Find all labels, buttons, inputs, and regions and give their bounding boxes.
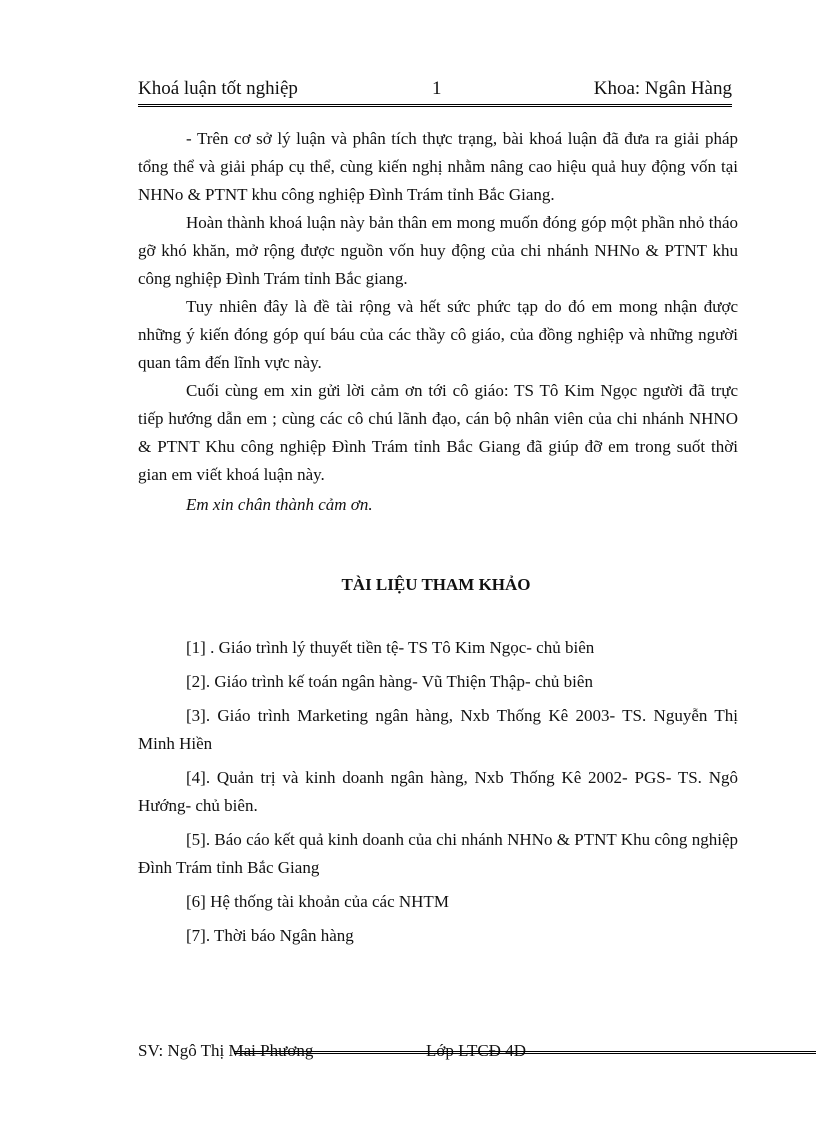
footer-divider (234, 1051, 816, 1054)
header-faculty: Khoa: Ngân Hàng (593, 78, 732, 99)
reference-item: [1] . Giáo trình lý thuyết tiền tệ- TS Tô Kim Ngọc- chủ biên (186, 638, 595, 657)
closing-thanks: Em xin chân thành cảm ơn. (186, 495, 373, 514)
reference-item: [3]. Giáo trình Marketing ngân hàng, Nxb Thống Kê 2003- TS. Nguyễn Thị Minh Hiền (138, 706, 738, 753)
header-page-number: 1 (432, 78, 442, 99)
reference-item: [2]. Giáo trình kế toán ngân hàng- Vũ Thiện Thập- chủ biên (186, 672, 593, 691)
header-thesis-title: Khoá luận tốt nghiệp (138, 78, 298, 99)
paragraph: Cuối cùng em xin gửi lời cảm ơn tới cô giáo: TS Tô Kim Ngọc người đã trực tiếp hướng dẫn em ; cùng các cô chú lãnh đạo, cán bộ nhân viên của chi nhánh NHNO & PTNT Khu công nghiệp Đình Trám tỉnh Bắc Giang đã giúp đỡ em trong suốt thời gian em viết khoá luận này. (138, 381, 738, 484)
page-header (138, 76, 732, 102)
reference-item: [7]. Thời báo Ngân hàng (186, 926, 354, 945)
paragraph: - Trên cơ sở lý luận và phân tích thực trạng, bài khoá luận đã đưa ra giải pháp tổng thể và giải pháp cụ thể, cùng kiến nghị nhằm nâng cao hiệu quả huy động vốn tại NHNo & PTNT khu công nghiệp Đình Trám tỉnh Bắc Giang. (138, 129, 738, 204)
references-list (138, 634, 738, 956)
reference-item: [4]. Quản trị và kinh doanh ngân hàng, Nxb Thống Kê 2002- PGS- TS. Ngô Hướng- chủ biên. (138, 768, 738, 815)
references-heading: TÀI LIỆU THAM KHẢO (341, 575, 531, 594)
reference-item: [5]. Báo cáo kết quả kinh doanh của chi nhánh NHNo & PTNT Khu công nghiệp Đình Trám tỉnh Bắc Giang (138, 830, 738, 877)
paragraph: Hoàn thành khoá luận này bản thân em mong muốn đóng góp một phần nhỏ tháo gỡ khó khăn, mở rộng được nguồn vốn huy động của chi nhánh NHNo & PTNT khu công nghiệp Đình Trám tỉnh Bắc giang. (138, 213, 738, 288)
footer-student-name: SV: Ngô Thị Mai Phương (138, 1041, 314, 1060)
reference-item: [6] Hệ thống tài khoản của các NHTM (186, 892, 449, 911)
footer-class: Lớp LTCĐ 4D (426, 1041, 526, 1060)
body-text (138, 125, 738, 519)
paragraph: Tuy nhiên đây là đề tài rộng và hết sức phức tạp do đó em mong nhận được những ý kiến đóng góp quí báu của các thầy cô giáo, của đồng nghiệp và những người quan tâm đến lĩnh vực này. (138, 297, 738, 372)
header-divider (138, 104, 732, 107)
